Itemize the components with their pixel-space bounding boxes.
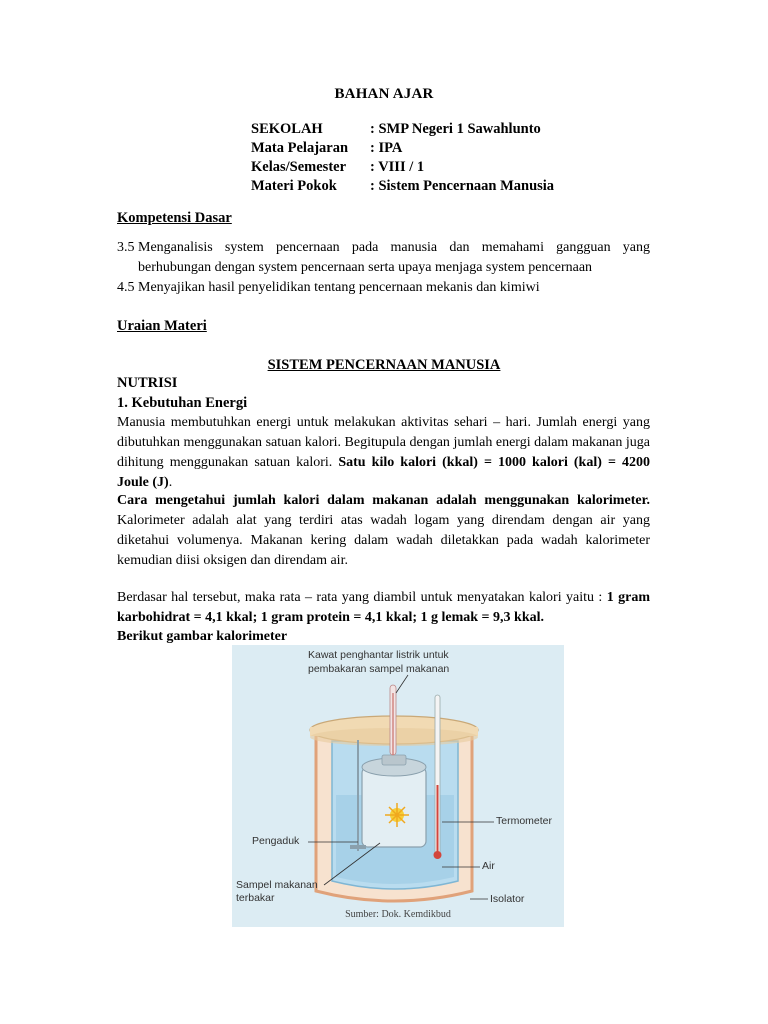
info-label: SEKOLAH xyxy=(251,121,323,137)
paragraph-bold: Satu kilo kalori (kkal) = 1000 kalori (kal) = 4200 Joule (J) xyxy=(117,455,650,490)
info-value: : IPA xyxy=(370,140,403,156)
kompetensi-text: Menyajikan hasil penyelidikan tentang pencernaan mekanis dan kimiwi xyxy=(138,280,540,295)
calorimeter-figure xyxy=(232,645,564,927)
paragraph-kalorimeter xyxy=(117,491,650,571)
paragraph-text: Kalorimeter adalah alat yang terdiri atas wadah logam yang direndam dengan air yang diketahui volumenya. Makanan kering dalam wadah diletakkan pada wadah kalorimeter kemudian diisi oksigen dan direndam air. xyxy=(117,513,650,568)
paragraph-energi xyxy=(117,413,650,493)
info-row-sekolah xyxy=(251,120,554,139)
kompetensi-number: 3.5 xyxy=(117,240,135,255)
label-isolator: Isolator xyxy=(490,893,525,905)
label-kawat-line2: pembakaran sampel makanan xyxy=(308,663,450,675)
kompetensi-item xyxy=(117,278,650,298)
figure-source: Sumber: Dok. Kemdikbud xyxy=(345,909,451,920)
figure-intro: Berikut gambar kalorimeter xyxy=(117,629,288,644)
info-row-materi xyxy=(251,177,554,196)
kompetensi-heading: Kompetensi Dasar xyxy=(117,210,232,226)
info-label: Kelas/Semester xyxy=(251,159,347,175)
paragraph-bold: Cara mengetahui jumlah kalori dalam makanan adalah menggunakan kalorimeter. xyxy=(117,493,650,508)
label-termometer: Termometer xyxy=(496,815,553,827)
label-pengaduk: Pengaduk xyxy=(252,835,300,847)
subsection-title: NUTRISI xyxy=(117,375,178,391)
info-value: : VIII / 1 xyxy=(370,159,425,175)
document-title: BAHAN AJAR xyxy=(334,86,434,102)
paragraph-rata-rata xyxy=(117,588,650,628)
paragraph-text: Manusia membutuhkan energi untuk melakukan aktivitas sehari – hari. Jumlah energi yang dibutuhkan menggunakan satuan kalori. Begitupula dengan jumlah energi dalam makanan juga dihitung menggunakan satuan kalori. xyxy=(117,415,650,470)
kompetensi-number: 4.5 xyxy=(117,280,135,295)
info-label: Mata Pelajaran xyxy=(251,140,349,156)
info-label: Materi Pokok xyxy=(251,178,337,194)
info-value: : Sistem Pencernaan Manusia xyxy=(370,178,555,194)
section-title: SISTEM PENCERNAAN MANUSIA xyxy=(267,357,501,373)
point-title: 1. Kebutuhan Energi xyxy=(117,395,248,411)
info-value: : SMP Negeri 1 Sawahlunto xyxy=(370,121,541,137)
label-sampel-line1: Sampel makanan xyxy=(236,879,318,891)
kompetensi-item xyxy=(117,238,650,278)
label-air: Air xyxy=(482,860,495,872)
paragraph-bold: 1 gram karbohidrat = 4,1 kkal; 1 gram protein = 4,1 kkal; 1 g lemak = 9,3 kkal. xyxy=(117,590,650,625)
paragraph-text: . xyxy=(168,475,173,490)
kompetensi-list xyxy=(117,238,650,298)
label-kawat-line1: Kawat penghantar listrik untuk xyxy=(308,649,449,661)
label-sampel-line2: terbakar xyxy=(236,892,275,904)
paragraph-text: Berdasar hal tersebut, maka rata – rata yang diambil untuk menyatakan kalori yaitu : xyxy=(117,590,607,605)
info-row-mapel xyxy=(251,139,554,158)
info-table xyxy=(251,120,554,196)
kompetensi-text: Menganalisis system pencernaan pada manusia dan memahami gangguan yang berhubungan dengan system pencernaan serta upaya menjaga system pencernaan xyxy=(138,240,650,275)
info-row-kelas xyxy=(251,158,554,177)
uraian-heading: Uraian Materi xyxy=(117,318,207,334)
